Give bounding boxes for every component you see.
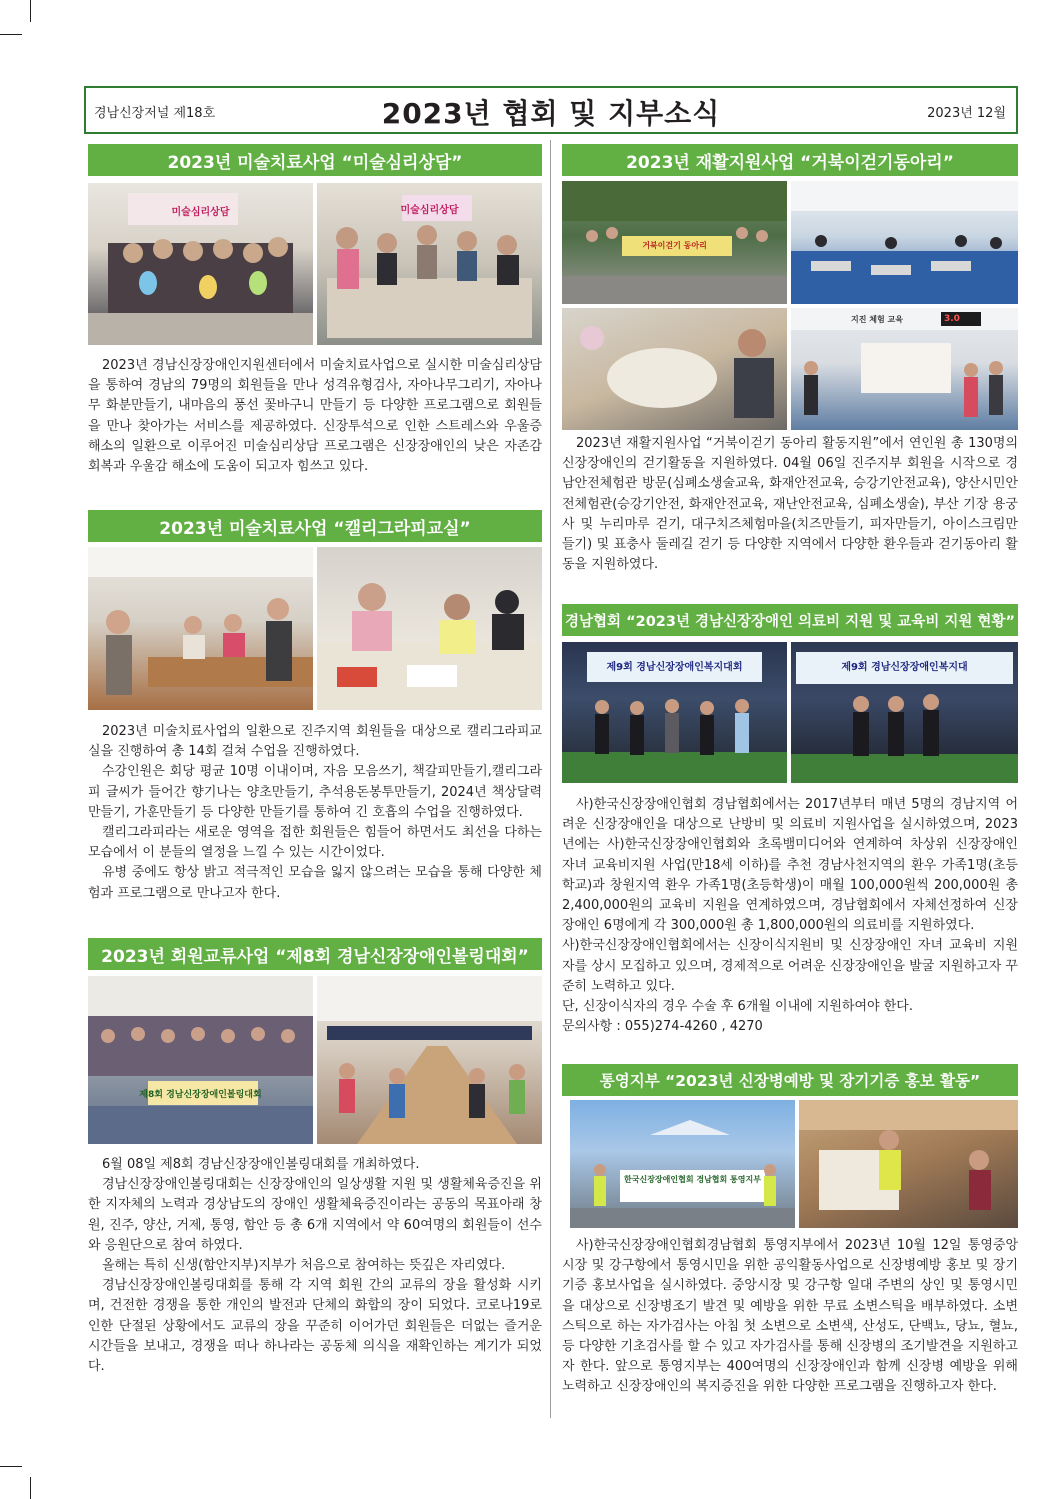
publication-name: 경남신장저널 제18호 bbox=[94, 106, 216, 121]
photo-sign-text: 거북이걷기 동아리 bbox=[642, 241, 707, 250]
photo-art-counsel-session bbox=[317, 183, 542, 345]
crop-mark bbox=[0, 1466, 22, 1467]
photo-rehab-earthquake-experience bbox=[791, 308, 1018, 430]
paragraph: 유병 중에도 항상 밝고 적극적인 모습을 잃지 않으려는 모습을 통해 다양한 체험과 프로그램으로 만나고자 한다. bbox=[88, 865, 542, 901]
section-banner-bowling: 2023년 회원교류사업 “제8회 경남신장장애인볼링대회” bbox=[88, 938, 542, 970]
section-banner-art-counsel: 2023년 미술치료사업 “미술심리상담” bbox=[88, 144, 542, 176]
paragraph: 사)한국신장장애인협회경남협회 통영지부에서 2023년 10월 12일 통영중앙시장 및 강구항에서 통영시민을 위한 공익활동사업으로 신장병예방 홍보 및 장기기증 홍보사업을 실시하였다. 중앙시장 및 강구항 일대 주변의 상인 및 통영시민을 대상으로 신장병조기 발견 및 예방을 위한 무료 소변스틱을 배부하였다. 소변스틱으로 하는 자가검사는 아침 첫 소변으로 소변색, 산성도, 단백뇨, 당뇨, 혈뇨, 등 다양한 기초검사를 할 수 있고 자가검사를 통해 신장병의 조기발견을 지원하고자 한다. 앞으로 통영지부는 400여명의 신장장애인과 함께 신장병 예방을 위해 노력하고 신장장애인의 복지증진을 위한 다양한 프로그램을 진행하고자 한다. bbox=[562, 1238, 1018, 1395]
paragraph: 단, 신장이식자의 경우 수술 후 6개월 이내에 지원하여야 한다. bbox=[562, 999, 913, 1015]
paragraph: 2023년 경남신장장애인지원센터에서 미술치료사업으로 실시한 미술심리상담을 통하여 경남의 79명의 회원들을 만나 성격유형검사, 자아나무그리기, 자아나무 화분만들기, 내마음의 풍선 꽃바구니 만들기 등 다양한 프로그램으로 회원들을 만나 찾아가는 서비스를 제공하였다. 신장투석으로 인한 스트레스와 우울증 해소의 일환으로 이루어진 미술심리상담 프로그램은 신장장애인의 낮은 자존감 회복과 우울감 해소에 도움이 되고자 힘쓰고 있다. bbox=[88, 358, 542, 475]
paragraph: 올해는 특히 신생(함안지부)지부가 처음으로 참여하는 뜻깊은 자리였다. bbox=[102, 1258, 506, 1274]
photo-tongyeong-campaign bbox=[570, 1100, 795, 1228]
photo-medical-ceremony-2 bbox=[791, 642, 1018, 783]
paragraph: 경남신장장애인볼링대회는 신장장애인의 일상생활 지원 및 생활체육증진을 위한 지자체의 노력과 경상남도의 장애인 생활체육증진이라는 공동의 목표아래 창원, 진주, 양산, 거제, 통영, 함안 등 총 6개 지역에서 약 60여명의 회원들이 선수와 응원단으로 참여 하였다. bbox=[88, 1177, 542, 1253]
photo-sign-text: 제9회 경남신장장애인복지대회 bbox=[606, 662, 743, 673]
paragraph: 사)한국신장장애인협회에서는 신장이식지원비 및 신장장애인 자녀 교육비 지원자를 상시 모집하고 있으며, 경제적으로 어려운 신장장애인을 발굴 지원하고자 꾸준히 노력하고 있다. bbox=[562, 938, 1018, 994]
article-rehab bbox=[562, 434, 1018, 575]
article-calligraphy bbox=[88, 722, 542, 904]
paragraph: 수강인원은 회당 평균 10명 이내이며, 자음 모음쓰기, 책갈피만들기,캘리그라피 글씨가 들어간 향기나는 양초만들기, 추석용돈봉투만들기, 2024년 책상달력만들기, 가훈만들기 등 다양한 만들기를 통하여 긴 호흡의 수업을 진행하였다. bbox=[88, 764, 542, 820]
photo-counter-text: 3.0 bbox=[944, 314, 960, 324]
photo-rehab-outdoor-group bbox=[562, 181, 787, 304]
article-medical bbox=[562, 795, 1018, 1037]
photo-rehab-cheese-making bbox=[562, 308, 787, 430]
crop-mark bbox=[30, 0, 31, 22]
column-divider bbox=[550, 140, 551, 1418]
contact-info: 문의사항 : 055)274-4260 , 4270 bbox=[562, 1019, 763, 1035]
section-banner-rehab: 2023년 재활지원사업 “거북이걷기동아리” bbox=[562, 144, 1018, 176]
photo-tongyeong-market bbox=[799, 1100, 1018, 1228]
crop-mark bbox=[30, 1477, 31, 1499]
issue-date: 2023년 12월 bbox=[927, 106, 1006, 121]
paragraph: 6월 08일 제8회 경남신장장애인볼링대회를 개최하였다. bbox=[102, 1157, 420, 1172]
paragraph: 2023년 재활지원사업 “거북이걷기 동아리 활동지원”에서 연인원 총 130명의 신장장애인의 걷기활동을 지원하였다. 04월 06일 진주지부 회원을 시작으로 경남안전체험관 방문(심폐소생술교육, 화재안전교육, 승강기안전교육), 양산시민안전체험관(승강기안전, 화재안전교육, 재난안전교육, 심폐소생술), 부산 기장 용궁사 및 누리마루 걷기, 대구치즈체험마을(치즈만들기, 피자만들기, 아이스크림만들기) 및 표충사 둘레길 걷기 등 다양한 지역에서 다양한 환우들과 걷기동아리 활동을 지원하였다. bbox=[562, 436, 1018, 573]
page-title: 2023년 협회 및 지부소식 bbox=[381, 97, 721, 130]
photo-bowling-group bbox=[88, 976, 313, 1144]
photo-sign-text: 제9회 경남신장장애인복지대 bbox=[841, 662, 968, 673]
crop-mark bbox=[0, 34, 22, 35]
photo-calligraphy-group bbox=[88, 547, 313, 710]
article-tongyeong bbox=[562, 1236, 1018, 1398]
section-banner-calligraphy: 2023년 미술치료사업 “캘리그라피교실” bbox=[88, 510, 542, 542]
article-bowling bbox=[88, 1155, 542, 1377]
photo-calligraphy-class bbox=[317, 547, 542, 710]
paragraph: 2023년 미술치료사업의 일환으로 진주지역 회원들을 대상으로 캘리그라피교실을 진행하여 총 14회 걸쳐 수업을 진행하였다. bbox=[88, 724, 542, 760]
photo-bowling-alley bbox=[317, 976, 542, 1144]
paragraph: 캘리그라피라는 새로운 영역을 접한 회원들은 힘들어 하면서도 최선을 다하는 모습에서 이 분들의 열정을 느낄 수 있는 시간이었다. bbox=[88, 825, 542, 861]
photo-art-counsel-group bbox=[88, 183, 313, 345]
photo-sign-text: 한국신장장애인협회 경남협회 통영지부 bbox=[624, 1175, 761, 1184]
page-header bbox=[84, 86, 1018, 134]
section-banner-medical: 경남협회 “2023년 경남신장장애인 의료비 지원 및 교육비 지원 현황” bbox=[562, 604, 1018, 636]
photo-medical-ceremony-1 bbox=[562, 642, 787, 783]
photo-sign-text: 지진 체험 교육 bbox=[851, 315, 903, 324]
paragraph: 경남신장장애인볼링대회를 통해 각 지역 회원 간의 교류의 장을 활성화 시키며, 건전한 경쟁을 통한 개인의 발전과 단체의 화합의 장이 되었다. 코로나19로 인한 단절된 상황에서도 교류의 장을 꾸준히 이어가던 회원들은 더없는 즐거운 시간들을 보내고, 경쟁을 떠나 하나라는 공동체 의식을 재확인하는 계기가 되었다. bbox=[88, 1278, 542, 1375]
photo-sign-text: 제8회 경남신장장애인볼링대회 bbox=[139, 1090, 262, 1100]
article-art-counsel bbox=[88, 356, 542, 477]
paragraph: 사)한국신장장애인협회 경남협회에서는 2017년부터 매년 5명의 경남지역 어려운 신장장애인을 대상으로 난방비 및 의료비 지원사업을 실시하였으며, 2023년에는 사)한국신장장애인협회와 초록뱀미디어와 연계하여 차상위 신장장애인 자녀 교육비지원 사업(만18세 이하)를 추천 경남사천지역의 환우 가족1명(초등학교)과 창원지역 환우 가족1명(초등학생)이 매월 100,000원씩 200,000원 총 2,400,000원의 교육비 지원을 연계하였으며, 경남협회에서 자체선정하여 신장장애인 6명에게 각 300,000원 총 1,800,000원의 의료비를 지원하였다. bbox=[562, 797, 1018, 934]
photo-rehab-cpr-training bbox=[791, 181, 1018, 304]
photo-sign-text: 미술심리상담 bbox=[400, 205, 459, 216]
section-banner-tongyeong: 통영지부 “2023년 신장병예방 및 장기기증 홍보 활동” bbox=[562, 1064, 1018, 1096]
photo-sign-text: 미술심리상담 bbox=[171, 207, 230, 218]
